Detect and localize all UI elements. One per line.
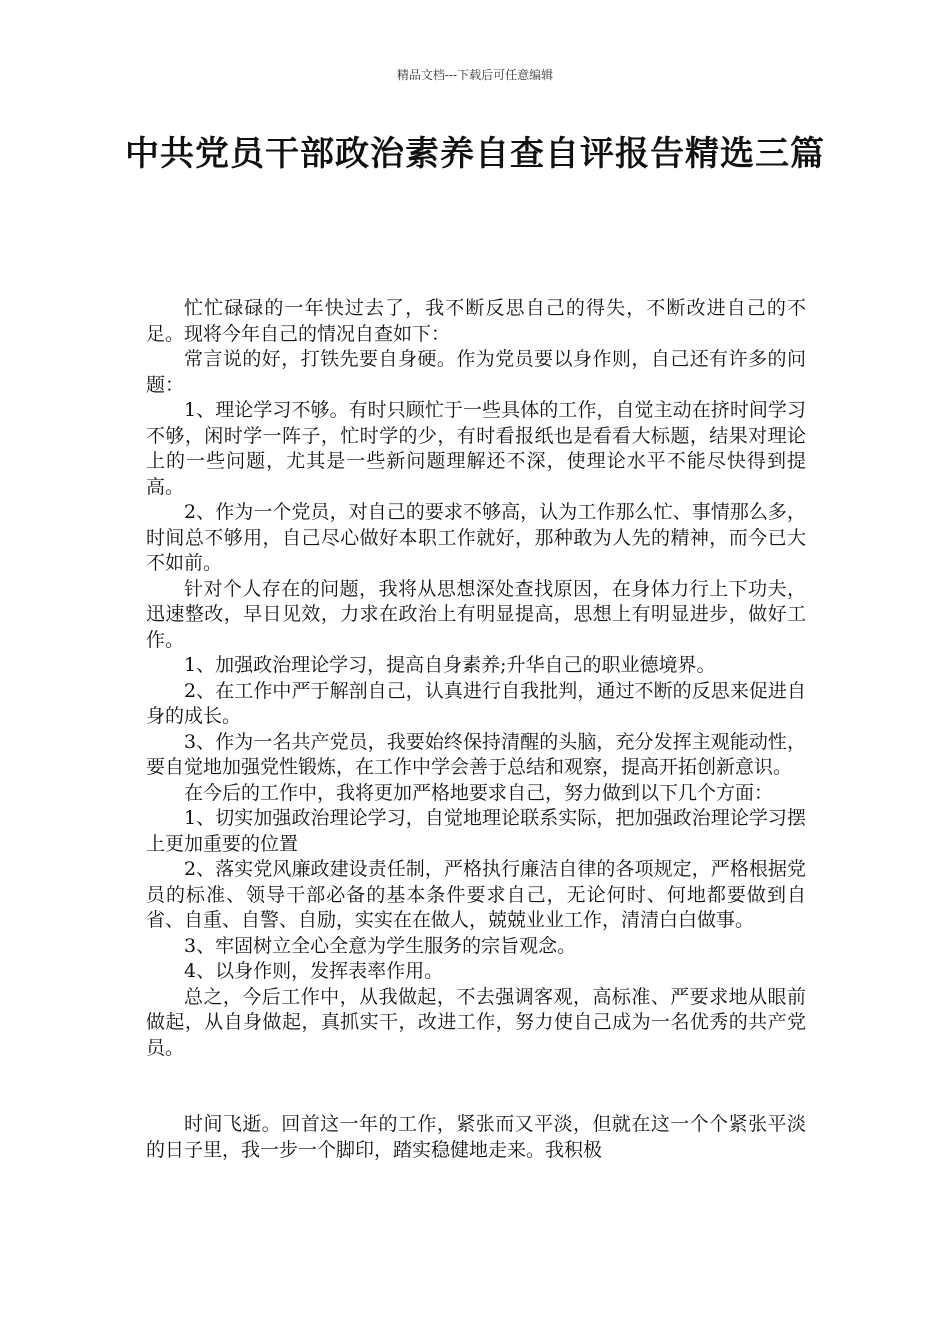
- paragraph: 时间飞逝。回首这一年的工作，紧张而又平淡，但就在这一个个紧张平淡的日子里，我一步一个脚印，踏实稳健地走来。我积极: [146, 1113, 806, 1161]
- paragraph: 针对个人存在的问题，我将从思想深处查找原因，在身体力行上下功夫，迅速整改，早日见效，力求在政治上有明显提高，思想上有明显进步，做好工作。: [146, 577, 806, 651]
- paragraph: 2、作为一个党员，对自己的要求不够高，认为工作那么忙、事情那么多，时间总不够用，自己尽心做好本职工作就好，那种敢为人先的精神，而今已大不如前。: [146, 501, 806, 574]
- paragraph: 1、切实加强政治理论学习，自觉地理论联系实际，把加强政治理论学习摆上更加重要的位置: [146, 807, 806, 855]
- header-note: 精品文档---下载后可任意编辑: [396, 68, 554, 82]
- section-gap: [146, 1061, 806, 1112]
- paragraph: 2、落实党风廉政建设责任制，严格执行廉洁自律的各项规定，严格根据党员的标准、领导干部必备的基本条件要求自己，无论何时、何地都要做到自省、自重、自警、自励，实实在在做人，兢兢业业工作，清清白白做事。: [146, 858, 806, 931]
- paragraph: 常言说的好，打铁先要自身硬。作为党员要以身作则，自己还有许多的问题：: [146, 348, 806, 396]
- paragraph: 3、作为一名共产党员，我要始终保持清醒的头脑，充分发挥主观能动性，要自觉地加强党性锻炼，在工作中学会善于总结和观察，提高开拓创新意识。: [146, 730, 806, 778]
- paragraph: 忙忙碌碌的一年快过去了，我不断反思自己的得失，不断改进自己的不足。现将今年自己的情况自查如下：: [146, 297, 806, 345]
- paragraph: 总之，今后工作中，从我做起，不去强调客观，高标准、严要求地从眼前做起，从自身做起，真抓实干，改进工作，努力使自己成为一名优秀的共产党员。: [146, 985, 806, 1059]
- document-title: 中共党员干部政治素养自查自评报告精选三篇: [125, 134, 825, 174]
- paragraph: 1、理论学习不够。有时只顾忙于一些具体的工作，自觉主动在挤时间学习不够，闲时学一阵子，忙时学的少，有时看报纸也是看看大标题，结果对理论上的一些问题，尤其是一些新问题理解还不深，使理论水平不能尽快得到提高。: [146, 399, 806, 498]
- paragraph: 3、牢固树立全心全意为学生服务的宗旨观念。: [184, 934, 577, 957]
- paragraph: 1、加强政治理论学习，提高自身素养;升华自己的职业德境界。: [184, 654, 716, 676]
- paragraph: 在今后的工作中，我将更加严格地要求自己，努力做到以下几个方面：: [184, 781, 774, 804]
- paragraph: 2、在工作中严于解剖自己，认真进行自我批判，通过不断的反思来促进自身的成长。: [146, 679, 806, 727]
- paragraph: 4、以身作则，发挥表率作用。: [184, 960, 444, 982]
- document-body: [146, 296, 806, 1163]
